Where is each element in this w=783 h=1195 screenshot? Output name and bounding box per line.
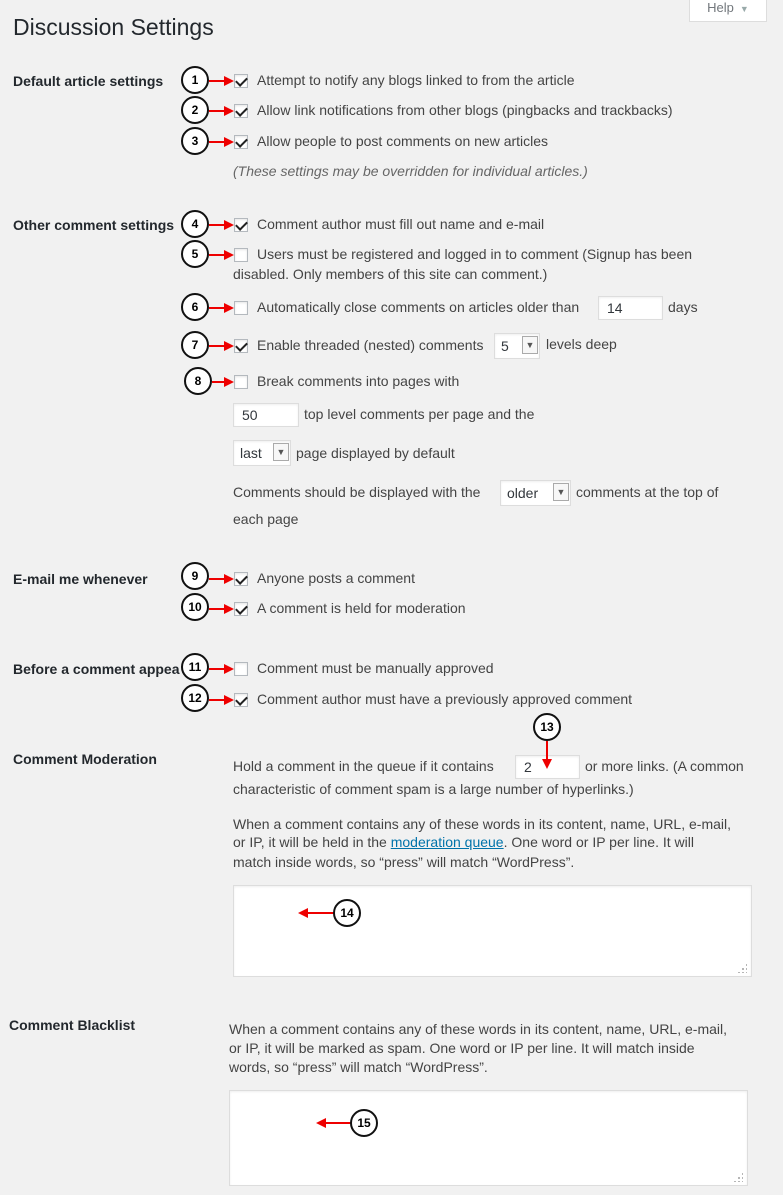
section-label-moderation: Comment Moderation xyxy=(13,751,157,767)
previously-approved-label: Comment author must have a previously approved comment xyxy=(257,691,633,707)
comment-order-select[interactable] xyxy=(500,480,571,506)
chevron-down-icon: ▼ xyxy=(273,443,289,461)
moderation-desc-line3: match inside words, so “press” will match “WordPress”. xyxy=(233,854,575,870)
email-moderation-checkbox[interactable] xyxy=(234,602,248,616)
require-name-email-checkbox[interactable] xyxy=(234,218,248,232)
manual-approval-label: Comment must be manually approved xyxy=(257,660,494,676)
auto-close-label: Automatically close comments on articles older than xyxy=(257,299,580,315)
callout-badge: 15 xyxy=(350,1109,378,1137)
arrow-right-icon xyxy=(224,341,234,351)
max-links-input[interactable]: 2 xyxy=(515,755,580,779)
registered-users-checkbox[interactable] xyxy=(234,248,248,262)
callout-arrow-line xyxy=(209,224,225,226)
moderation-desc-line2 xyxy=(233,834,694,850)
arrow-right-icon xyxy=(224,303,234,313)
arrow-right-icon xyxy=(224,695,234,705)
threaded-comments-checkbox[interactable] xyxy=(234,339,248,353)
require-name-email-label: Comment author must fill out name and e-mail xyxy=(257,216,545,232)
callout-arrow-line xyxy=(209,254,225,256)
email-any-comment-checkbox[interactable] xyxy=(234,572,248,586)
threaded-comments-label: Enable threaded (nested) comments xyxy=(257,337,484,353)
callout-badge: 8 xyxy=(184,367,212,395)
manual-approval-checkbox[interactable] xyxy=(234,662,248,676)
resize-grip-icon[interactable] xyxy=(737,963,747,973)
arrow-left-icon xyxy=(316,1118,326,1128)
arrow-down-icon xyxy=(542,759,552,769)
notify-linked-blogs-label: Attempt to notify any blogs linked to from the article xyxy=(257,72,575,88)
callout-badge: 6 xyxy=(181,293,209,321)
arrow-right-icon xyxy=(224,574,234,584)
comments-per-page-input[interactable]: 50 xyxy=(233,403,299,427)
arrow-left-icon xyxy=(298,908,308,918)
default-page-value: last xyxy=(240,445,262,461)
arrow-right-icon xyxy=(224,106,234,116)
arrow-right-icon xyxy=(224,377,234,387)
allow-comments-label: Allow people to post comments on new articles xyxy=(257,133,549,149)
comments-per-page-suffix: top level comments per page and the xyxy=(304,406,535,422)
arrow-right-icon xyxy=(224,664,234,674)
section-label-default-article: Default article settings xyxy=(13,73,164,89)
default-page-suffix: page displayed by default xyxy=(296,445,455,461)
break-pages-label: Break comments into pages with xyxy=(257,373,460,389)
blacklist-keys-textarea[interactable] xyxy=(229,1090,748,1186)
override-note: (These settings may be overridden for individual articles.) xyxy=(233,163,588,179)
arrow-right-icon xyxy=(224,604,234,614)
registered-users-label-line1: Users must be registered and logged in to comment (Signup has been xyxy=(257,246,693,262)
comment-order-value: older xyxy=(507,485,539,501)
arrow-right-icon xyxy=(224,220,234,230)
callout-arrow-line xyxy=(209,80,225,82)
callout-badge: 5 xyxy=(181,240,209,268)
email-moderation-label: A comment is held for moderation xyxy=(257,600,466,616)
callout-badge: 1 xyxy=(181,66,209,94)
blacklist-desc-line2: or IP, it will be marked as spam. One word or IP per line. It will match inside xyxy=(229,1040,695,1056)
previously-approved-checkbox[interactable] xyxy=(234,693,248,707)
chevron-down-icon: ▼ xyxy=(522,336,538,354)
blacklist-desc-line3: words, so “press” will match “WordPress”. xyxy=(229,1059,488,1075)
callout-badge: 4 xyxy=(181,210,209,238)
callout-badge: 12 xyxy=(181,684,209,712)
help-tab-button[interactable] xyxy=(689,0,767,22)
registered-users-label-line2: disabled. Only members of this site can comment.) xyxy=(233,266,548,282)
allow-pingbacks-label: Allow link notifications from other blogs (pingbacks and trackbacks) xyxy=(257,102,673,118)
arrow-right-icon xyxy=(224,137,234,147)
callout-badge: 3 xyxy=(181,127,209,155)
thread-depth-select[interactable] xyxy=(494,333,540,359)
allow-pingbacks-checkbox[interactable] xyxy=(234,104,248,118)
close-days-suffix: days xyxy=(668,299,698,315)
comment-order-line2: each page xyxy=(233,511,299,527)
section-label-blacklist: Comment Blacklist xyxy=(9,1017,136,1033)
callout-arrow-line xyxy=(209,345,225,347)
help-tab-label: Help xyxy=(707,0,734,15)
moderation-queue-link[interactable]: moderation queue xyxy=(390,834,504,850)
thread-depth-value: 5 xyxy=(501,338,509,354)
callout-arrow-line xyxy=(209,110,225,112)
callout-badge: 14 xyxy=(333,899,361,927)
chevron-down-icon: ▼ xyxy=(553,483,569,501)
callout-arrow-line xyxy=(546,741,548,760)
blacklist-desc-line1: When a comment contains any of these words in its content, name, URL, e-mail, xyxy=(229,1021,728,1037)
moderation-desc-line2-suffix: . One word or IP per line. It will xyxy=(503,834,694,850)
callout-arrow-line xyxy=(209,307,225,309)
callout-arrow-line xyxy=(209,578,225,580)
comment-order-prefix: Comments should be displayed with the xyxy=(233,484,481,500)
resize-grip-icon[interactable] xyxy=(733,1172,743,1182)
section-label-email-me: E-mail me whenever xyxy=(13,571,148,587)
hold-links-suffix: or more links. (A common xyxy=(585,758,744,774)
moderation-keys-textarea[interactable] xyxy=(233,885,752,977)
chevron-down-icon: ▼ xyxy=(739,4,749,14)
arrow-right-icon xyxy=(224,76,234,86)
notify-linked-blogs-checkbox[interactable] xyxy=(234,74,248,88)
callout-badge: 10 xyxy=(181,593,209,621)
callout-badge: 2 xyxy=(181,96,209,124)
callout-badge: 11 xyxy=(181,653,209,681)
allow-comments-checkbox[interactable] xyxy=(234,135,248,149)
arrow-right-icon xyxy=(224,250,234,260)
callout-arrow-line xyxy=(209,668,225,670)
moderation-desc-line2-prefix: or IP, it will be held in the xyxy=(233,834,387,850)
default-page-select[interactable] xyxy=(233,440,291,466)
callout-arrow-line xyxy=(308,912,334,914)
hold-links-line2: characteristic of comment spam is a large number of hyperlinks.) xyxy=(233,781,634,797)
callout-arrow-line xyxy=(326,1122,352,1124)
callout-arrow-line xyxy=(209,608,225,610)
callout-badge: 13 xyxy=(533,713,561,741)
hold-links-prefix: Hold a comment in the queue if it contains xyxy=(233,758,494,774)
comment-order-suffix: comments at the top of xyxy=(576,484,719,500)
moderation-desc-line1: When a comment contains any of these words in its content, name, URL, e-mail, xyxy=(233,816,732,832)
close-days-input[interactable]: 14 xyxy=(598,296,663,320)
auto-close-checkbox[interactable] xyxy=(234,301,248,315)
email-any-comment-label: Anyone posts a comment xyxy=(257,570,415,586)
thread-depth-suffix: levels deep xyxy=(546,336,617,352)
callout-badge: 7 xyxy=(181,331,209,359)
page-title: Discussion Settings xyxy=(13,14,214,40)
callout-arrow-line xyxy=(209,141,225,143)
section-label-before-appears: Before a comment appea xyxy=(13,661,180,677)
break-pages-checkbox[interactable] xyxy=(234,375,248,389)
section-label-other-comment: Other comment settings xyxy=(13,217,175,233)
callout-badge: 9 xyxy=(181,562,209,590)
callout-arrow-line xyxy=(209,699,225,701)
